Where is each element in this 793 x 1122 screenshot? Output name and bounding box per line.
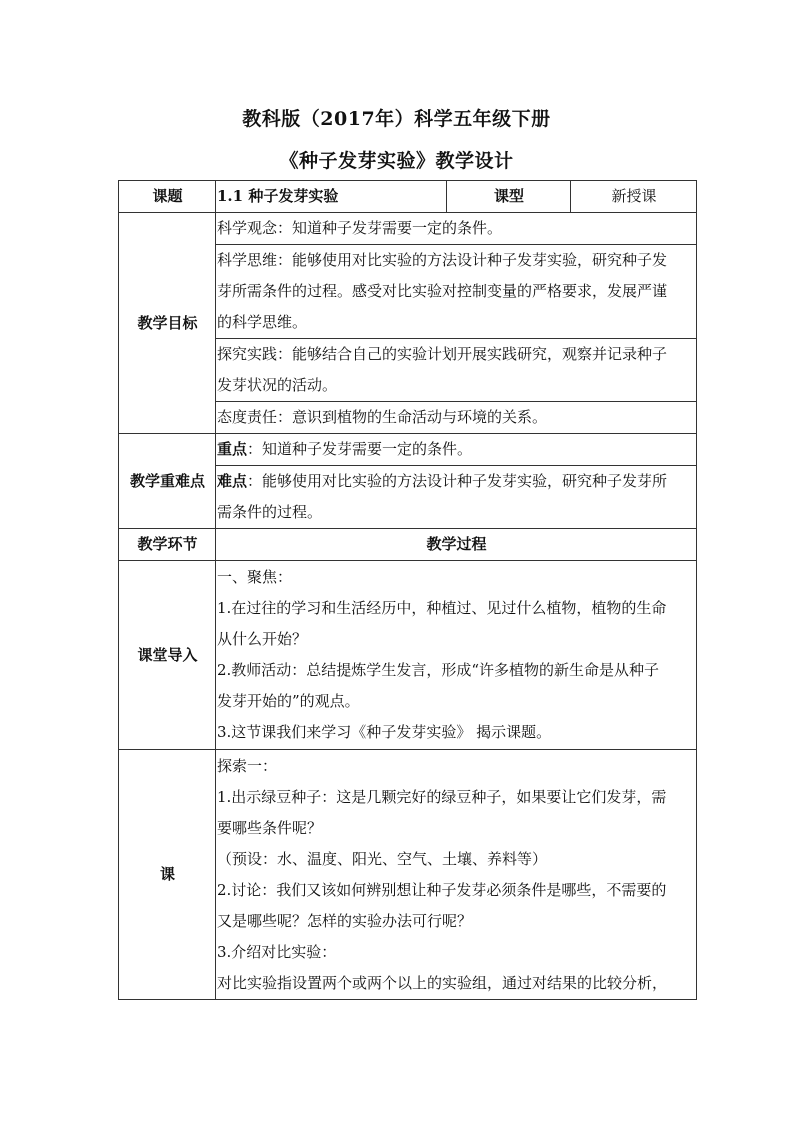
intro-line-1: 一、聚焦： xyxy=(217,568,293,586)
lesson-plan-table xyxy=(118,180,697,1000)
lesson-line-5: 2.讨论：我们又该如何辨别想让种子发芽必须条件是哪些，不需要的 xyxy=(217,880,667,899)
document-title-line2: 《种子发芽实验》教学设计 xyxy=(279,150,514,172)
objective-cell-1 xyxy=(216,213,697,245)
type-value: 新授课 xyxy=(571,181,697,213)
lesson-line-6: 又是哪些呢？怎样的实验办法可行呢？ xyxy=(217,911,473,930)
objective-cell-2 xyxy=(216,245,697,339)
lesson-line-1: 探索一： xyxy=(217,756,278,775)
difficulty-prefix: 难点 xyxy=(217,472,248,490)
lesson-line-2: 1.出示绿豆种子：这是几颗完好的绿豆种子，如果要让它们发芽，需 xyxy=(217,787,667,806)
lesson-cell xyxy=(216,750,697,1000)
lesson-line-7: 3.介绍对比实验： xyxy=(217,942,337,961)
info-row xyxy=(119,181,697,213)
objective-4-line-1: 态度责任：意识到植物的生命活动与环境的关系。 xyxy=(217,408,548,426)
objective-cell-3 xyxy=(216,339,697,402)
focus-prefix: 重点 xyxy=(217,440,248,458)
stage-label: 教学环节 xyxy=(119,529,216,561)
objective-2-line-1: 科学思维：能够使用对比实验的方法设计种子发芽实验，研究种子发 xyxy=(217,251,668,269)
type-label: 课型 xyxy=(447,181,571,213)
difficulty-cell xyxy=(216,466,697,529)
focus-cell xyxy=(216,434,697,466)
objective-3-line-1: 探究实践：能够结合自己的实验计划开展实践研究，观察并记录种子 xyxy=(217,345,668,363)
intro-label: 课堂导入 xyxy=(119,561,216,750)
intro-row xyxy=(119,561,697,750)
objectives-label: 教学目标 xyxy=(119,213,216,434)
lesson-line-8: 对比实验指设置两个或两个以上的实验组，通过对结果的比较分析， xyxy=(217,973,668,992)
intro-cell xyxy=(216,561,697,750)
intro-line-3: 从什么开始？ xyxy=(217,630,308,648)
intro-line-5: 发芽开始的”的观点。 xyxy=(217,692,360,710)
objective-cell-4 xyxy=(216,402,697,434)
difficulty-text-1: ：能够使用对比实验的方法设计种子发芽实验，研究种子发芽所 xyxy=(247,472,668,490)
focus-row xyxy=(119,434,697,466)
topic-value: 1.1 种子发芽实验 xyxy=(216,181,447,213)
objective-1-line-1: 科学观念：知道种子发芽需要一定的条件。 xyxy=(217,219,503,237)
objective-row-1 xyxy=(119,213,697,245)
process-header-row xyxy=(119,529,697,561)
topic-label: 课题 xyxy=(119,181,216,213)
key-points-label: 教学重难点 xyxy=(119,434,216,529)
difficulty-line-1 xyxy=(217,466,696,497)
intro-line-4: 2.教师活动：总结提炼学生发言，形成“许多植物的新生命是从种子 xyxy=(217,661,659,679)
focus-line xyxy=(217,434,696,465)
objective-3-line-2: 发芽状况的活动。 xyxy=(217,376,338,394)
lesson-row xyxy=(119,750,697,1000)
objective-2-line-3: 的科学思维。 xyxy=(217,313,308,331)
process-label: 教学过程 xyxy=(216,529,697,561)
intro-line-6: 3.这节课我们来学习《种子发芽实验》 揭示课题。 xyxy=(217,723,552,741)
lesson-label: 课 xyxy=(119,750,216,1000)
objective-2-line-2: 芽所需条件的过程。感受对比实验对控制变量的严格要求，发展严谨 xyxy=(217,282,668,300)
document-title-line1: 教科版（2017年）科学五年级下册 xyxy=(242,108,551,130)
intro-line-2: 1.在过往的学习和生活经历中，种植过、见过什么植物，植物的生命 xyxy=(217,599,667,617)
lesson-line-4: （预设：水、温度、阳光、空气、土壤、养料等） xyxy=(217,849,548,868)
difficulty-line-2: 需条件的过程。 xyxy=(217,503,323,521)
lesson-line-3: 要哪些条件呢？ xyxy=(217,818,323,837)
focus-text: ：知道种子发芽需要一定的条件。 xyxy=(247,440,473,458)
